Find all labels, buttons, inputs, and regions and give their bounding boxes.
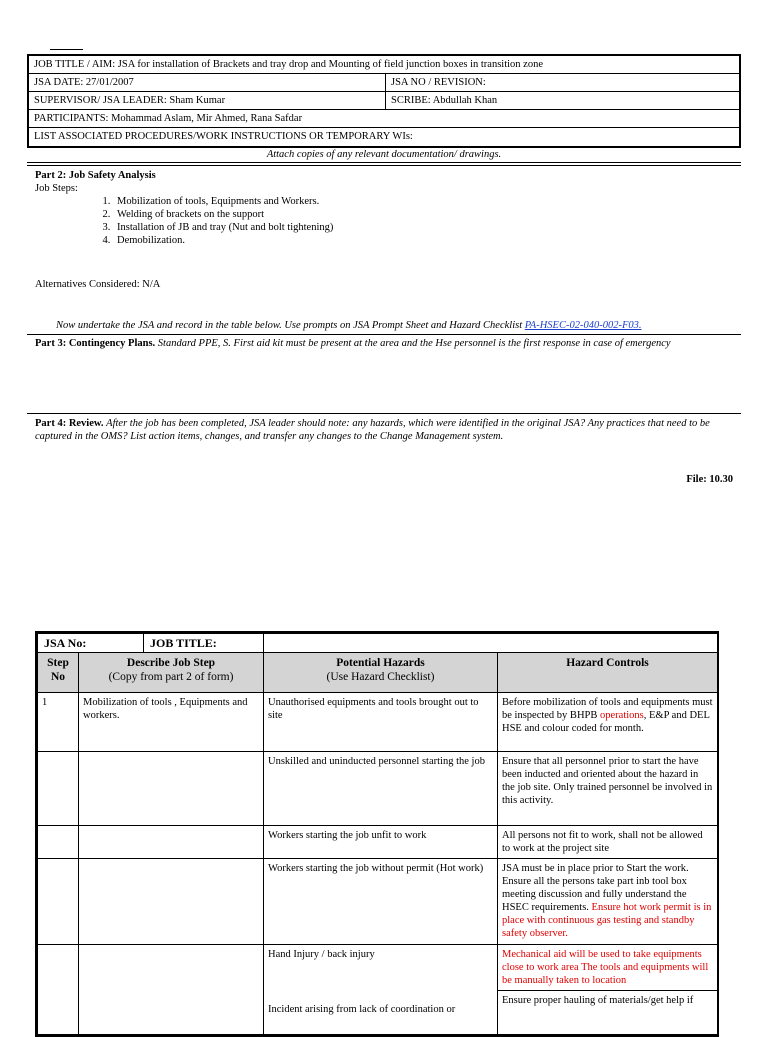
table-row [38, 859, 718, 945]
section-divider [27, 413, 741, 414]
attach-note: Attach copies of any relevant documentation/ drawings. [266, 149, 502, 160]
control-cell: Mechanical aid will be used to take equipments close to work area The tools and equipments will be manually taken to location Ensure proper hauling of materials/get help if [498, 945, 718, 1035]
top-rule-mark [50, 49, 83, 50]
jsa-header-table [27, 54, 741, 148]
job-steps-list [85, 195, 735, 247]
job-step-item: 4. Demobilization. [113, 234, 735, 247]
hazard-cell: Workers starting the job unfit to work [264, 826, 498, 859]
col-hazards-header: Potential Hazards (Use Hazard Checklist) [264, 653, 498, 693]
table-row [38, 945, 718, 1035]
hazard-checklist-link[interactable]: PA-HSEC-02-040-002-F03. [524, 320, 642, 331]
step-no-cell [38, 945, 79, 1035]
job-steps-label: Job Steps: [35, 183, 78, 194]
instruction-text: Now undertake the JSA and record in the table below. Use prompts on JSA Prompt Sheet and Hazard Checklist [56, 320, 525, 331]
section-divider [27, 162, 741, 163]
jsa-job-title-label: JOB TITLE: [150, 636, 217, 650]
hazard-cell: Unauthorised equipments and tools brought out to site [264, 693, 498, 752]
col-step-header: Step No [38, 653, 79, 693]
scribe-field: SCRIBE: Abdullah Khan [391, 95, 498, 106]
part3-text: Standard PPE, S. First aid kit must be present at the area and the Hse personnel is the first response in case of emergency [157, 338, 671, 349]
step-no-cell: 1 [38, 693, 79, 752]
step-no-cell [38, 859, 79, 945]
supervisor-field: SUPERVISOR/ JSA LEADER: Sham Kumar [29, 92, 386, 109]
part4-section [35, 417, 735, 443]
section-divider [27, 334, 741, 335]
part2-title: Part 2: Job Safety Analysis [35, 170, 156, 181]
procedures-field: LIST ASSOCIATED PROCEDURES/WORK INSTRUCTIONS OR TEMPORARY WIs: [34, 131, 413, 142]
hazard-cell: Workers starting the job without permit (Hot work) [264, 859, 498, 945]
describe-cell [79, 826, 264, 859]
part3-title: Part 3: Contingency Plans. [35, 338, 156, 349]
jsa-no-cell [38, 634, 264, 653]
describe-cell [79, 945, 264, 1035]
jsa-table [35, 631, 719, 1037]
file-label: File: 10.30 [686, 474, 733, 485]
describe-cell [79, 752, 264, 826]
part4-text: After the job has been completed, JSA leader should note: any hazards, which were identified in the original JSA? Any practices that need to be captured in the OMS? List action items, changes, and transfer any changes to the Change Management system. [35, 418, 710, 442]
control-cell: Ensure that all personnel prior to start the have been inducted and oriented about the hazard in the job site. Only trained personnel be involved in this activity. [498, 752, 718, 826]
hazard-cell: Unskilled and uninducted personnel starting the job [264, 752, 498, 826]
part3-section [35, 337, 735, 350]
job-step-item: 2. Welding of brackets on the support [113, 208, 735, 221]
step-no-cell [38, 826, 79, 859]
alternatives-considered: Alternatives Considered: N/A [35, 279, 161, 290]
participants-field: PARTICIPANTS: Mohammad Aslam, Mir Ahmed, Rana Safdar [34, 113, 303, 124]
part2-section [35, 169, 735, 247]
table-row [38, 693, 718, 752]
hazard-cell: Hand Injury / back injury Incident arising from lack of coordination or [264, 945, 498, 1035]
part4-title: Part 4: Review. [35, 418, 104, 429]
jsa-date-field: JSA DATE: 27/01/2007 [29, 74, 386, 91]
job-title-field: JOB TITLE / AIM: JSA for installation of Brackets and tray drop and Mounting of field junction boxes in transition zone [34, 59, 543, 70]
job-step-item: 3. Installation of JB and tray (Nut and bolt tightening) [113, 221, 735, 234]
table-row [38, 752, 718, 826]
control-cell: All persons not fit to work, shall not be allowed to work at the project site [498, 826, 718, 859]
describe-cell [79, 859, 264, 945]
control-cell: JSA must be in place prior to Start the work. Ensure all the persons take part inb tool box meeting discussion and fully understand the HSEC requirements. Ensure hot work permit is in place with continuous gas testing and standby safety observer. [498, 859, 718, 945]
jsa-no-label: JSA No: [38, 634, 144, 652]
section-divider [27, 165, 741, 166]
jsa-no-revision-field: JSA NO / REVISION: [391, 77, 486, 88]
jsa-job-title-value [264, 634, 718, 653]
table-row [38, 826, 718, 859]
col-controls-header: Hazard Controls [498, 653, 718, 693]
jsa-instruction [56, 319, 736, 332]
step-no-cell [38, 752, 79, 826]
col-describe-header: Describe Job Step (Copy from part 2 of form) [79, 653, 264, 693]
describe-cell: Mobilization of tools , Equipments and workers. [79, 693, 264, 752]
job-step-item: 1. Mobilization of tools, Equipments and Workers. [113, 195, 735, 208]
control-cell: Before mobilization of tools and equipments must be inspected by BHPB operations, E&P and DEL HSE and colour coded for month. [498, 693, 718, 752]
